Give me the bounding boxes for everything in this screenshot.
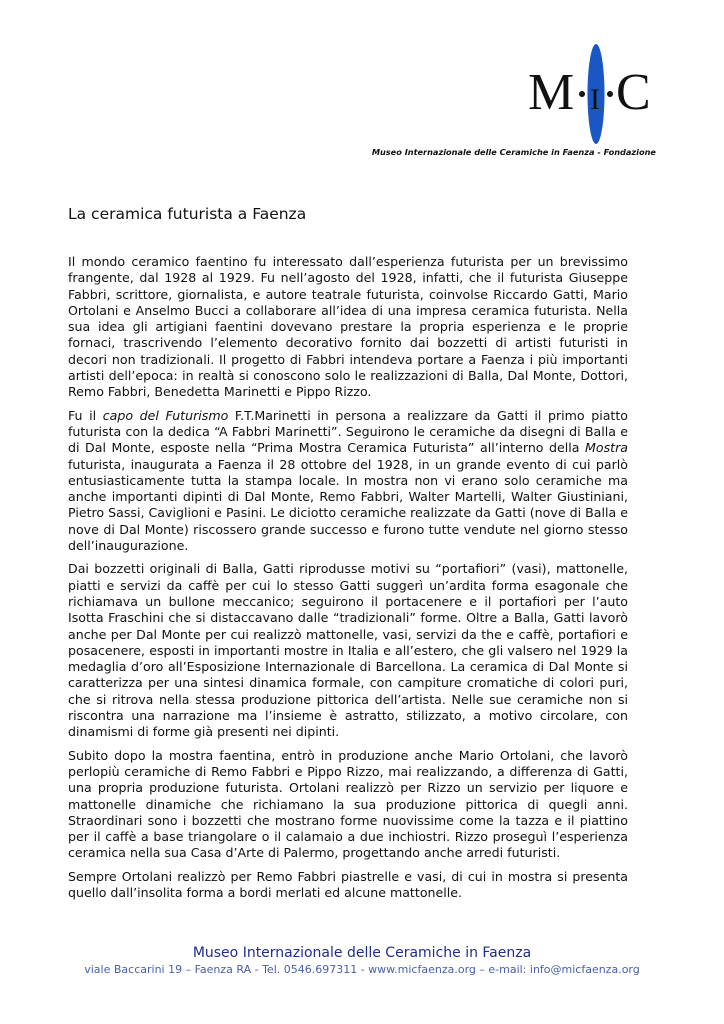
header-subtitle: Museo Internazionale delle Ceramiche in Faenza - Fondazione xyxy=(371,147,656,157)
paragraph-1: Il mondo ceramico faentino fu interessato dall’esperienza futurista per un brevissimo frangente, dal 1928 al 1929. Fu nell’agosto del 1928, infatti, che il futurista Giuseppe Fabbri, scrittore, giornalista, e autore teatrale futurista, coinvolse Riccardo Gatti, Mario Ortolani e Anselmo Bucci a collaborare all’idea di una impresa ceramica futurista. Nella sua idea gli artigiani faentini dovevano prestare la propria esperienza e le proprie fornaci, trascrivendo l’elemento decorativo fornito dai bozzetti di artisti futuristi in decori non tradizionali. Il progetto di Fabbri intendeva portare a Faenza i più importanti artisti dell’epoca: in realtà si conoscono solo le realizzazioni di Balla, Dal Monte, Dottori, Remo Fabbri, Benedetta Marinetti e Pippo Rizzo. xyxy=(68,254,628,400)
svg-text:M: M xyxy=(528,64,575,121)
mic-logo-graphic xyxy=(526,42,660,152)
svg-text:I: I xyxy=(590,83,600,116)
paragraph-2-text-e: futurista, inaugurata a Faenza il 28 ottobre del 1928, in un grande evento di cui parlò entusiasticamente tutta la stampa locale. In mostra non vi erano solo ceramiche ma anche importanti dipinti di Dal Monte, Remo Fabbri, Walter Martelli, Walter Giustiniani, Pietro Sassi, Caviglioni e Pasini. Le diciotto ceramiche realizzate da Gatti (nove di Balla e nove di Dal Monte) riscossero grande successo e furono tutte vendute nel giorno stesso dell’inaugurazione. xyxy=(68,456,628,554)
paragraph-2-text-a: Fu il xyxy=(68,407,103,423)
footer-contact[interactable]: viale Baccarini 19 – Faenza RA - Tel. 0546.697311 - www.micfaenza.org – e-mail: info@micfaenza.org xyxy=(84,963,640,976)
paragraph-4: Subito dopo la mostra faentina, entrò in produzione anche Mario Ortolani, che lavorò perlopiù ceramiche di Remo Fabbri e Pippo Rizzo, mai realizzando, a differenza di Gatti, una propria produzione futurista. Ortolani realizzò per Rizzo un servizio per liquore e mattonelle dinamiche che richiamano la sua produzione pittorica di quegli anni. Straordinari sono i bozzetti che mostrano forme nuovissime come la tazza e il piattino per il caffè a base triangolare o il calamaio a due inchiostri. Rizzo proseguì l’esperienza ceramica nella sua Casa d’Arte di Palermo, progettando anche arredi futuristi. xyxy=(68,747,628,861)
paragraph-2-italic-b: Mostra xyxy=(585,440,628,456)
paragraph-2-italic-a: capo del Futurismo xyxy=(102,407,229,423)
paragraph-5: Sempre Ortolani realizzò per Remo Fabbri piastrelle e vasi, di cui in mostra si presenta quello dall’insolita forma a bordi merlati ed alcune mattonelle. xyxy=(68,868,628,900)
footer-museum-name: Museo Internazionale delle Ceramiche in Faenza xyxy=(192,945,532,961)
paragraph-3: Dai bozzetti originali di Balla, Gatti riprodusse motivi su “portafiori” (vasi), mattonelle, piatti e servizi da caffè per cui lo stesso Gatti suggerì un’ardita forma esagonale che richiamava un bullone meccanico; seguirono il portacenere e il portafiori per l’auto Isotta Fraschini che si distaccavano dalle “tradizionali” forme. Oltre a Balla, Gatti lavorò anche per Dal Monte per cui realizzò mattonelle, vasi, servizi da the e caffè, portafiori e posacenere, esposti in importanti mostre in Italia e all’estero, che gli valsero nel 1929 la medaglia d’oro all’Esposizione Internazionale di Barcellona. La ceramica di Dal Monte si caratterizza per una sintesi dinamica formale, con campiture cromatiche di colori puri, che si ritrova nella stessa produzione pittorica dell’artista. Nelle sue ceramiche non si riscontra una narrazione ma l’insieme è astratto, stilizzato, a motivo circolare, con dinamismi di forme già presenti nei dipinti. xyxy=(68,561,628,740)
paragraph-2 xyxy=(68,408,628,555)
page-footer xyxy=(0,944,724,978)
svg-text:C: C xyxy=(616,64,651,121)
page-title: La ceramica futurista a Faenza xyxy=(68,205,307,223)
article-body xyxy=(68,254,628,908)
mic-logo xyxy=(526,42,660,152)
paragraph-2-text-c: F.T.Marinetti in persona a realizzare da Gatti il primo piatto futurista con la dedica “A Fabbri Marinetti”. Seguirono le ceramiche da disegni di Balla e di Dal Monte, esposte nella “Prima Mostra Ceramica Futurista” all’interno della xyxy=(68,407,629,456)
